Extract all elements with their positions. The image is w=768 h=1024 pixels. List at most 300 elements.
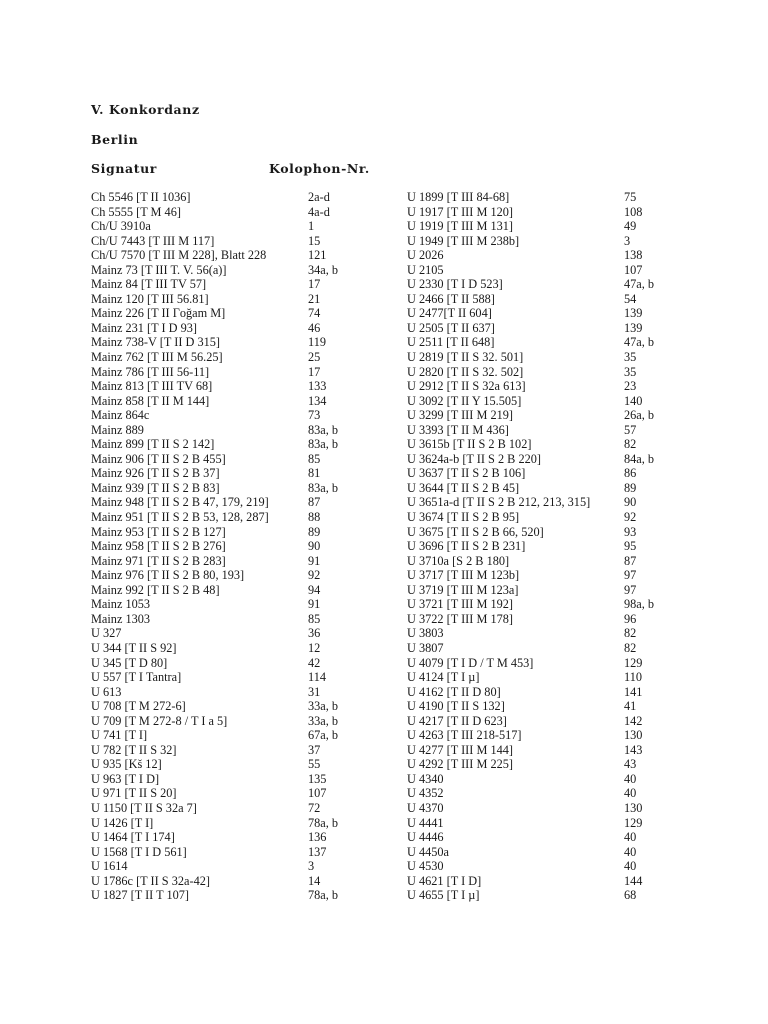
kolophon-cell: 121 bbox=[308, 248, 327, 263]
kolophon-cell: 130 bbox=[624, 800, 643, 815]
concordance-row bbox=[407, 408, 707, 423]
kolophon-cell: 40 bbox=[624, 859, 637, 874]
kolophon-cell: 36 bbox=[308, 626, 321, 641]
kolophon-cell: 82 bbox=[624, 626, 637, 641]
concordance-row bbox=[91, 190, 391, 205]
concordance-row bbox=[407, 495, 707, 510]
kolophon-cell: 3 bbox=[308, 859, 315, 874]
concordance-row bbox=[407, 234, 707, 249]
signatur-cell: U 4530 bbox=[407, 859, 444, 874]
concordance-row bbox=[91, 888, 391, 903]
signatur-cell: U 3803 bbox=[407, 626, 444, 641]
kolophon-cell: 68 bbox=[624, 888, 637, 903]
concordance-row bbox=[91, 335, 391, 350]
signatur-cell: U 2912 [T II S 32a 613] bbox=[407, 379, 526, 394]
kolophon-cell: 108 bbox=[624, 204, 643, 219]
subsection-heading: Berlin bbox=[91, 132, 139, 147]
signatur-cell: U 1150 [T II S 32a 7] bbox=[91, 800, 197, 815]
signatur-cell: Mainz 1303 bbox=[91, 611, 151, 626]
concordance-row bbox=[407, 365, 707, 380]
kolophon-cell: 42 bbox=[308, 655, 321, 670]
kolophon-cell: 72 bbox=[308, 800, 321, 815]
concordance-row bbox=[407, 816, 707, 831]
signatur-cell: U 1426 [T I] bbox=[91, 815, 154, 830]
kolophon-cell: 83a, b bbox=[308, 480, 339, 495]
kolophon-cell: 84a, b bbox=[624, 451, 655, 466]
kolophon-cell: 85 bbox=[308, 611, 321, 626]
kolophon-cell: 88 bbox=[308, 510, 321, 525]
signatur-cell: U 971 [T II S 20] bbox=[91, 786, 177, 801]
concordance-row bbox=[91, 248, 391, 263]
kolophon-cell: 134 bbox=[308, 393, 327, 408]
concordance-row bbox=[91, 219, 391, 234]
concordance-row bbox=[407, 859, 707, 874]
signatur-cell: U 4190 [T II S 132] bbox=[407, 699, 505, 714]
kolophon-cell: 35 bbox=[624, 364, 637, 379]
signatur-cell: U 3721 [T III M 192] bbox=[407, 597, 513, 612]
concordance-row bbox=[91, 743, 391, 758]
concordance-row bbox=[407, 641, 707, 656]
concordance-row bbox=[407, 786, 707, 801]
kolophon-cell: 83a, b bbox=[308, 437, 339, 452]
concordance-row bbox=[91, 685, 391, 700]
concordance-row bbox=[407, 321, 707, 336]
concordance-row bbox=[407, 205, 707, 220]
signatur-cell: U 709 [T M 272-8 / T I a 5] bbox=[91, 713, 228, 728]
concordance-row bbox=[91, 801, 391, 816]
kolophon-cell: 47a, b bbox=[624, 277, 655, 292]
concordance-row bbox=[91, 292, 391, 307]
signatur-cell: U 1899 [T III 84-68] bbox=[407, 190, 510, 204]
kolophon-cell: 107 bbox=[308, 786, 327, 801]
concordance-row bbox=[407, 699, 707, 714]
kolophon-cell: 97 bbox=[624, 568, 637, 583]
kolophon-cell: 114 bbox=[308, 670, 326, 685]
signatur-cell: U 3651a-d [T II S 2 B 212, 213, 315] bbox=[407, 495, 591, 510]
concordance-row bbox=[407, 335, 707, 350]
signatur-cell: Mainz 953 [T II S 2 B 127] bbox=[91, 524, 226, 539]
kolophon-cell: 97 bbox=[624, 582, 637, 597]
kolophon-cell: 133 bbox=[308, 379, 327, 394]
signatur-cell: U 1919 [T III M 131] bbox=[407, 219, 513, 234]
signatur-cell: U 4340 bbox=[407, 771, 444, 786]
concordance-row bbox=[91, 772, 391, 787]
concordance-row bbox=[407, 568, 707, 583]
concordance-row bbox=[91, 757, 391, 772]
kolophon-cell: 82 bbox=[624, 437, 637, 452]
concordance-row bbox=[407, 714, 707, 729]
kolophon-cell: 129 bbox=[624, 655, 643, 670]
concordance-row bbox=[407, 656, 707, 671]
signatur-cell: U 2819 [T II S 32. 501] bbox=[407, 350, 524, 365]
kolophon-cell: 17 bbox=[308, 277, 321, 292]
signatur-cell: U 1827 [T II T 107] bbox=[91, 888, 190, 903]
concordance-row bbox=[91, 365, 391, 380]
signatur-cell: U 935 [Kš 12] bbox=[91, 757, 162, 772]
kolophon-cell: 94 bbox=[308, 582, 321, 597]
kolophon-cell: 12 bbox=[308, 640, 321, 655]
concordance-row bbox=[407, 292, 707, 307]
signatur-cell: U 3615b [T II S 2 B 102] bbox=[407, 437, 532, 452]
signatur-cell: Mainz 738-V [T II D 315] bbox=[91, 335, 220, 350]
concordance-row bbox=[91, 583, 391, 598]
signatur-cell: Mainz 976 [T II S 2 B 80, 193] bbox=[91, 568, 245, 583]
concordance-row bbox=[407, 306, 707, 321]
kolophon-cell: 135 bbox=[308, 771, 327, 786]
signatur-cell: U 4450a bbox=[407, 844, 450, 859]
signatur-cell: Mainz 1053 bbox=[91, 597, 151, 612]
kolophon-cell: 141 bbox=[624, 684, 643, 699]
signatur-cell: U 3807 bbox=[407, 640, 444, 655]
signatur-cell: Mainz 84 [T III TV 57] bbox=[91, 277, 207, 292]
signatur-cell: U 2330 [T I D 523] bbox=[407, 277, 503, 292]
concordance-row bbox=[91, 786, 391, 801]
concordance-row bbox=[91, 510, 391, 525]
kolophon-cell: 55 bbox=[308, 757, 321, 772]
signatur-cell: U 3644 [T II S 2 B 45] bbox=[407, 480, 520, 495]
signatur-cell: U 557 [T I Tantra] bbox=[91, 670, 182, 685]
signatur-cell: U 4263 [T III 218-517] bbox=[407, 728, 522, 743]
signatur-cell: U 2105 bbox=[407, 262, 444, 277]
concordance-right-column bbox=[407, 190, 707, 903]
kolophon-cell: 3 bbox=[624, 233, 631, 248]
signatur-cell: U 2026 bbox=[407, 248, 444, 263]
signatur-cell: U 3675 [T II S 2 B 66, 520] bbox=[407, 524, 544, 539]
signatur-cell: U 4370 bbox=[407, 800, 444, 815]
kolophon-cell: 46 bbox=[308, 320, 321, 335]
concordance-row bbox=[407, 394, 707, 409]
signatur-cell: U 4079 [T I D / T M 453] bbox=[407, 655, 534, 670]
signatur-cell: U 3717 [T III M 123b] bbox=[407, 568, 520, 583]
kolophon-cell: 89 bbox=[624, 480, 637, 495]
signatur-cell: Mainz 73 [T III T. V. 56(a)] bbox=[91, 262, 227, 277]
signatur-cell: U 4162 [T II D 80] bbox=[407, 684, 501, 699]
concordance-row bbox=[91, 728, 391, 743]
signatur-cell: Mainz 939 [T II S 2 B 83] bbox=[91, 480, 220, 495]
concordance-row bbox=[407, 597, 707, 612]
concordance-row bbox=[91, 394, 391, 409]
kolophon-cell: 40 bbox=[624, 786, 637, 801]
signatur-cell: U 4352 bbox=[407, 786, 444, 801]
signatur-cell: U 3719 [T III M 123a] bbox=[407, 582, 519, 597]
kolophon-cell: 143 bbox=[624, 742, 643, 757]
signatur-cell: U 4446 bbox=[407, 830, 444, 845]
signatur-cell: U 1464 [T I 174] bbox=[91, 830, 175, 845]
signatur-cell: Mainz 906 [T II S 2 B 455] bbox=[91, 451, 226, 466]
kolophon-cell: 31 bbox=[308, 684, 321, 699]
concordance-row bbox=[407, 728, 707, 743]
kolophon-cell: 82 bbox=[624, 640, 637, 655]
concordance-row bbox=[91, 350, 391, 365]
signatur-cell: U 3624a-b [T II S 2 B 220] bbox=[407, 451, 541, 466]
signatur-cell: Mainz 786 [T III 56-11] bbox=[91, 364, 210, 379]
signatur-cell: U 3722 [T III M 178] bbox=[407, 611, 513, 626]
signatur-cell: Mainz 120 [T III 56.81] bbox=[91, 291, 209, 306]
concordance-row bbox=[407, 525, 707, 540]
concordance-row bbox=[407, 539, 707, 554]
concordance-row bbox=[407, 888, 707, 903]
signatur-cell: U 2820 [T II S 32. 502] bbox=[407, 364, 524, 379]
kolophon-cell: 138 bbox=[624, 248, 643, 263]
kolophon-cell: 96 bbox=[624, 611, 637, 626]
concordance-row bbox=[91, 845, 391, 860]
concordance-row bbox=[91, 408, 391, 423]
signatur-cell: Mainz 226 [T II Γoğam M] bbox=[91, 306, 226, 321]
concordance-row bbox=[91, 568, 391, 583]
signatur-cell: U 3393 [T II M 436] bbox=[407, 422, 509, 437]
section-heading: V. Konkordanz bbox=[91, 102, 200, 117]
concordance-row bbox=[407, 757, 707, 772]
kolophon-cell: 91 bbox=[308, 553, 321, 568]
kolophon-cell: 34a, b bbox=[308, 262, 339, 277]
concordance-row bbox=[407, 801, 707, 816]
concordance-row bbox=[91, 495, 391, 510]
signatur-cell: U 2466 [T II 588] bbox=[407, 291, 495, 306]
kolophon-cell: 25 bbox=[308, 350, 321, 365]
concordance-row bbox=[407, 190, 707, 205]
concordance-row bbox=[91, 830, 391, 845]
concordance-row bbox=[407, 670, 707, 685]
kolophon-cell: 78a, b bbox=[308, 815, 339, 830]
signatur-cell: Ch/U 7570 [T III M 228], Blatt 228 bbox=[91, 248, 267, 263]
kolophon-cell: 91 bbox=[308, 597, 321, 612]
signatur-cell: U 345 [T D 80] bbox=[91, 655, 168, 670]
signatur-cell: U 3710a [S 2 B 180] bbox=[407, 553, 510, 568]
concordance-row bbox=[91, 612, 391, 627]
concordance-row bbox=[407, 481, 707, 496]
signatur-cell: U 2477[T II 604] bbox=[407, 306, 492, 321]
signatur-cell: U 4124 [T I µ] bbox=[407, 670, 480, 685]
kolophon-cell: 57 bbox=[624, 422, 637, 437]
concordance-row bbox=[91, 641, 391, 656]
signatur-cell: Mainz 992 [T II S 2 B 48] bbox=[91, 582, 220, 597]
signatur-cell: U 708 [T M 272-6] bbox=[91, 699, 186, 714]
concordance-row bbox=[91, 714, 391, 729]
concordance-row bbox=[407, 248, 707, 263]
signatur-cell: U 741 [T I] bbox=[91, 728, 148, 743]
kolophon-cell: 14 bbox=[308, 873, 321, 888]
signatur-cell: Ch/U 3910a bbox=[91, 219, 151, 234]
kolophon-cell: 92 bbox=[308, 568, 321, 583]
signatur-cell: Mainz 231 [T I D 93] bbox=[91, 320, 197, 335]
concordance-row bbox=[407, 626, 707, 641]
kolophon-cell: 23 bbox=[624, 379, 637, 394]
kolophon-cell: 130 bbox=[624, 728, 643, 743]
kolophon-cell: 78a, b bbox=[308, 888, 339, 903]
signatur-cell: U 1614 bbox=[91, 859, 128, 874]
signatur-cell: Mainz 899 [T II S 2 142] bbox=[91, 437, 215, 452]
signatur-cell: U 4217 [T II D 623] bbox=[407, 713, 507, 728]
kolophon-cell: 92 bbox=[624, 510, 637, 525]
concordance-row bbox=[91, 277, 391, 292]
signatur-cell: Mainz 889 bbox=[91, 422, 144, 437]
concordance-row bbox=[91, 379, 391, 394]
concordance-row bbox=[91, 306, 391, 321]
concordance-row bbox=[407, 743, 707, 758]
kolophon-cell: 15 bbox=[308, 233, 321, 248]
kolophon-cell: 21 bbox=[308, 291, 321, 306]
concordance-row bbox=[91, 452, 391, 467]
kolophon-cell: 75 bbox=[624, 190, 637, 204]
signatur-cell: U 1917 [T III M 120] bbox=[407, 204, 513, 219]
kolophon-cell: 43 bbox=[624, 757, 637, 772]
concordance-row bbox=[91, 554, 391, 569]
kolophon-cell: 86 bbox=[624, 466, 637, 481]
kolophon-cell: 81 bbox=[308, 466, 321, 481]
kolophon-cell: 139 bbox=[624, 306, 643, 321]
kolophon-cell: 110 bbox=[624, 670, 642, 685]
column-header-signatur: Signatur bbox=[91, 161, 157, 176]
concordance-row bbox=[407, 452, 707, 467]
concordance-row bbox=[91, 539, 391, 554]
kolophon-cell: 40 bbox=[624, 844, 637, 859]
concordance-row bbox=[407, 219, 707, 234]
concordance-row bbox=[91, 205, 391, 220]
concordance-row bbox=[407, 263, 707, 278]
kolophon-cell: 54 bbox=[624, 291, 637, 306]
kolophon-cell: 144 bbox=[624, 873, 643, 888]
signatur-cell: U 1568 [T I D 561] bbox=[91, 844, 187, 859]
concordance-row bbox=[91, 670, 391, 685]
signatur-cell: Ch 5555 [T M 46] bbox=[91, 204, 181, 219]
concordance-row bbox=[407, 423, 707, 438]
kolophon-cell: 98a, b bbox=[624, 597, 655, 612]
kolophon-cell: 87 bbox=[308, 495, 321, 510]
kolophon-cell: 37 bbox=[308, 742, 321, 757]
signatur-cell: U 613 bbox=[91, 684, 122, 699]
concordance-row bbox=[407, 583, 707, 598]
signatur-cell: U 3696 [T II S 2 B 231] bbox=[407, 539, 526, 554]
concordance-row bbox=[91, 699, 391, 714]
signatur-cell: U 782 [T II S 32] bbox=[91, 742, 177, 757]
signatur-cell: U 963 [T I D] bbox=[91, 771, 160, 786]
concordance-row bbox=[407, 466, 707, 481]
signatur-cell: U 327 bbox=[91, 626, 122, 641]
signatur-cell: Mainz 762 [T III M 56.25] bbox=[91, 350, 223, 365]
concordance-row bbox=[407, 510, 707, 525]
kolophon-cell: 119 bbox=[308, 335, 326, 350]
concordance-row bbox=[91, 466, 391, 481]
concordance-row bbox=[91, 525, 391, 540]
concordance-row bbox=[407, 685, 707, 700]
concordance-row bbox=[91, 597, 391, 612]
concordance-left-column bbox=[91, 190, 391, 903]
kolophon-cell: 140 bbox=[624, 393, 643, 408]
concordance-row bbox=[407, 612, 707, 627]
concordance-row bbox=[91, 816, 391, 831]
kolophon-cell: 73 bbox=[308, 408, 321, 423]
concordance-row bbox=[91, 859, 391, 874]
kolophon-cell: 2a-d bbox=[308, 190, 330, 204]
kolophon-cell: 85 bbox=[308, 451, 321, 466]
signatur-cell: U 4621 [T I D] bbox=[407, 873, 482, 888]
concordance-row bbox=[407, 554, 707, 569]
kolophon-cell: 4a-d bbox=[308, 204, 330, 219]
concordance-row bbox=[407, 437, 707, 452]
signatur-cell: Mainz 958 [T II S 2 B 276] bbox=[91, 539, 226, 554]
kolophon-cell: 35 bbox=[624, 350, 637, 365]
kolophon-cell: 89 bbox=[308, 524, 321, 539]
kolophon-cell: 87 bbox=[624, 553, 637, 568]
concordance-row bbox=[91, 437, 391, 452]
signatur-cell: U 4441 bbox=[407, 815, 444, 830]
concordance-row bbox=[91, 321, 391, 336]
kolophon-cell: 107 bbox=[624, 262, 643, 277]
signatur-cell: U 1949 [T III M 238b] bbox=[407, 233, 520, 248]
kolophon-cell: 41 bbox=[624, 699, 637, 714]
signatur-cell: U 1786c [T II S 32a-42] bbox=[91, 873, 210, 888]
signatur-cell: U 4292 [T III M 225] bbox=[407, 757, 513, 772]
concordance-row bbox=[91, 481, 391, 496]
signatur-cell: U 4655 [T I µ] bbox=[407, 888, 480, 903]
signatur-cell: Mainz 948 [T II S 2 B 47, 179, 219] bbox=[91, 495, 269, 510]
kolophon-cell: 67a, b bbox=[308, 728, 339, 743]
concordance-row bbox=[407, 830, 707, 845]
kolophon-cell: 40 bbox=[624, 771, 637, 786]
concordance-row bbox=[407, 277, 707, 292]
signatur-cell: U 3674 [T II S 2 B 95] bbox=[407, 510, 520, 525]
concordance-row bbox=[91, 263, 391, 278]
signatur-cell: U 3637 [T II S 2 B 106] bbox=[407, 466, 526, 481]
column-header-kolophon: Kolophon-Nr. bbox=[269, 161, 370, 176]
signatur-cell: U 2511 [T II 648] bbox=[407, 335, 495, 350]
kolophon-cell: 74 bbox=[308, 306, 321, 321]
kolophon-cell: 47a, b bbox=[624, 335, 655, 350]
kolophon-cell: 139 bbox=[624, 320, 643, 335]
concordance-row bbox=[91, 234, 391, 249]
kolophon-cell: 17 bbox=[308, 364, 321, 379]
concordance-row bbox=[91, 626, 391, 641]
signatur-cell: U 4277 [T III M 144] bbox=[407, 742, 513, 757]
kolophon-cell: 95 bbox=[624, 539, 637, 554]
kolophon-cell: 26a, b bbox=[624, 408, 655, 423]
kolophon-cell: 33a, b bbox=[308, 699, 339, 714]
concordance-row bbox=[407, 379, 707, 394]
kolophon-cell: 40 bbox=[624, 830, 637, 845]
kolophon-cell: 33a, b bbox=[308, 713, 339, 728]
kolophon-cell: 1 bbox=[308, 219, 315, 234]
kolophon-cell: 90 bbox=[624, 495, 637, 510]
signatur-cell: Mainz 971 [T II S 2 B 283] bbox=[91, 553, 226, 568]
concordance-row bbox=[407, 874, 707, 889]
signatur-cell: Ch 5546 [T II 1036] bbox=[91, 190, 191, 204]
signatur-cell: Mainz 813 [T III TV 68] bbox=[91, 379, 213, 394]
concordance-row bbox=[91, 656, 391, 671]
concordance-row bbox=[407, 350, 707, 365]
concordance-row bbox=[91, 874, 391, 889]
signatur-cell: Mainz 858 [T II M 144] bbox=[91, 393, 210, 408]
kolophon-cell: 142 bbox=[624, 713, 643, 728]
kolophon-cell: 83a, b bbox=[308, 422, 339, 437]
signatur-cell: U 2505 [T II 637] bbox=[407, 320, 495, 335]
kolophon-cell: 49 bbox=[624, 219, 637, 234]
signatur-cell: Mainz 926 [T II S 2 B 37] bbox=[91, 466, 220, 481]
kolophon-cell: 137 bbox=[308, 844, 327, 859]
kolophon-cell: 129 bbox=[624, 815, 643, 830]
signatur-cell: Mainz 864c bbox=[91, 408, 150, 423]
concordance-row bbox=[407, 845, 707, 860]
signatur-cell: U 3092 [T II Y 15.505] bbox=[407, 393, 522, 408]
kolophon-cell: 90 bbox=[308, 539, 321, 554]
signatur-cell: U 344 [T II S 92] bbox=[91, 640, 177, 655]
signatur-cell: Ch/U 7443 [T III M 117] bbox=[91, 233, 215, 248]
kolophon-cell: 136 bbox=[308, 830, 327, 845]
kolophon-cell: 93 bbox=[624, 524, 637, 539]
concordance-row bbox=[407, 772, 707, 787]
concordance-row bbox=[91, 423, 391, 438]
signatur-cell: Mainz 951 [T II S 2 B 53, 128, 287] bbox=[91, 510, 269, 525]
signatur-cell: U 3299 [T III M 219] bbox=[407, 408, 513, 423]
